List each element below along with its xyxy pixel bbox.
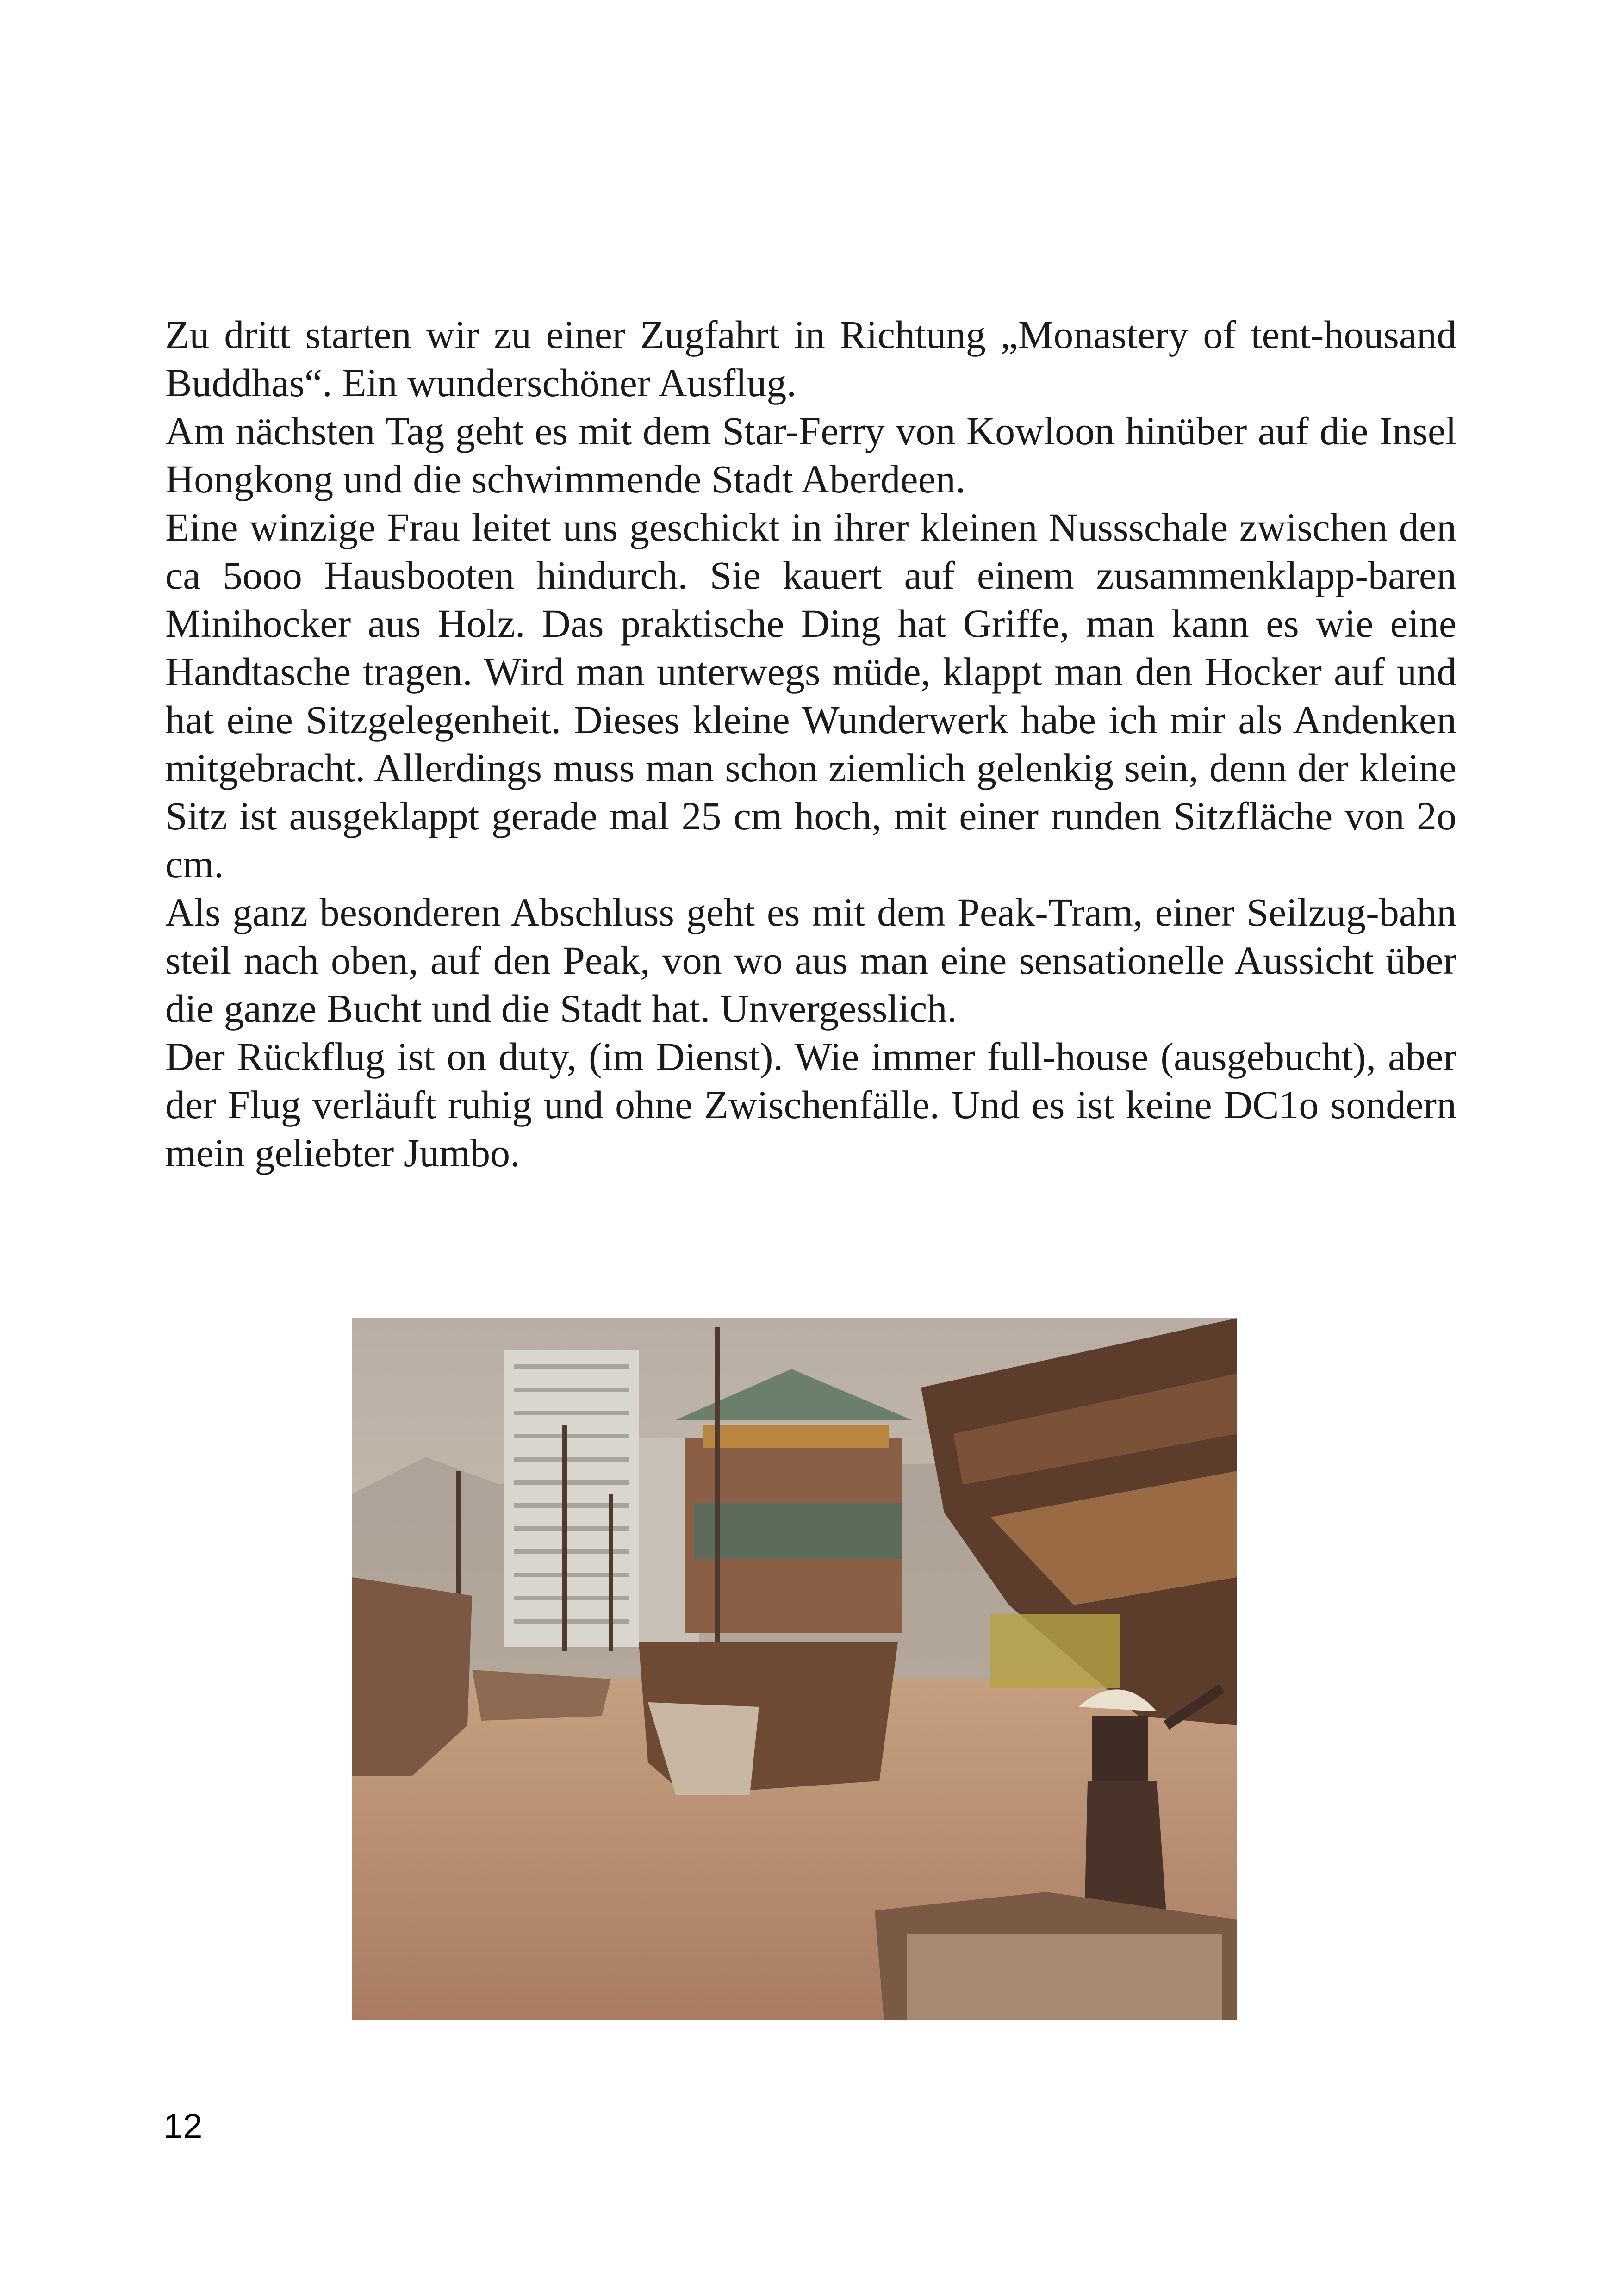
page-number: 12 — [163, 2107, 203, 2146]
paragraph-monastery-trip: Zu dritt starten wir zu einer Zugfahrt in Richtung „Monastery of tent-housand Buddhas“. Ein wunderschöner Ausflug. — [165, 312, 1456, 405]
paragraph-houseboats: Eine winzige Frau leitet uns geschickt in ihrer kleinen Nussschale zwischen den ca 5ooo Hausbooten hindurch. Sie kauert auf einem zusammenklapp-baren Minihocker aus Holz. Das praktische Ding hat Griffe, man kann es wie eine Handtasche tragen. Wird man unterwegs müde, klappt man den Hocker auf und hat eine Sitzgelegenheit. Dieses kleine Wunderwerk habe ich mir als Andenken mitgebracht. Allerdings muss man schon ziemlich gelenkig sein, denn der kleine Sitz ist ausgeklappt gerade mal 25 cm hoch, mit einer runden Sitzfläche von 2o cm. — [165, 505, 1456, 886]
paragraph-peak-tram: Als ganz besonderen Abschluss geht es mit dem Peak-Tram, einer Seilzug-bahn steil nach oben, auf den Peak, von wo aus man eine sensationelle Aussicht über die ganze Bucht und die Stadt hat. Unvergesslich. — [165, 890, 1456, 1031]
paragraph-return-flight: Der Rückflug ist on duty, (im Dienst). Wie immer full-house (ausgebucht), aber der Flug verläuft ruhig und ohne Zwischenfälle. Und es ist keine DC1o sondern mein geliebter Jumbo. — [165, 1034, 1456, 1175]
body-text — [165, 311, 1456, 1177]
photo-illustration — [352, 1318, 1237, 2020]
aberdeen-harbour-photo — [352, 1318, 1237, 2020]
paragraph-star-ferry: Am nächsten Tag geht es mit dem Star-Ferry von Kowloon hinüber auf die Insel Hongkong und die schwimmende Stadt Aberdeen. — [165, 409, 1456, 501]
